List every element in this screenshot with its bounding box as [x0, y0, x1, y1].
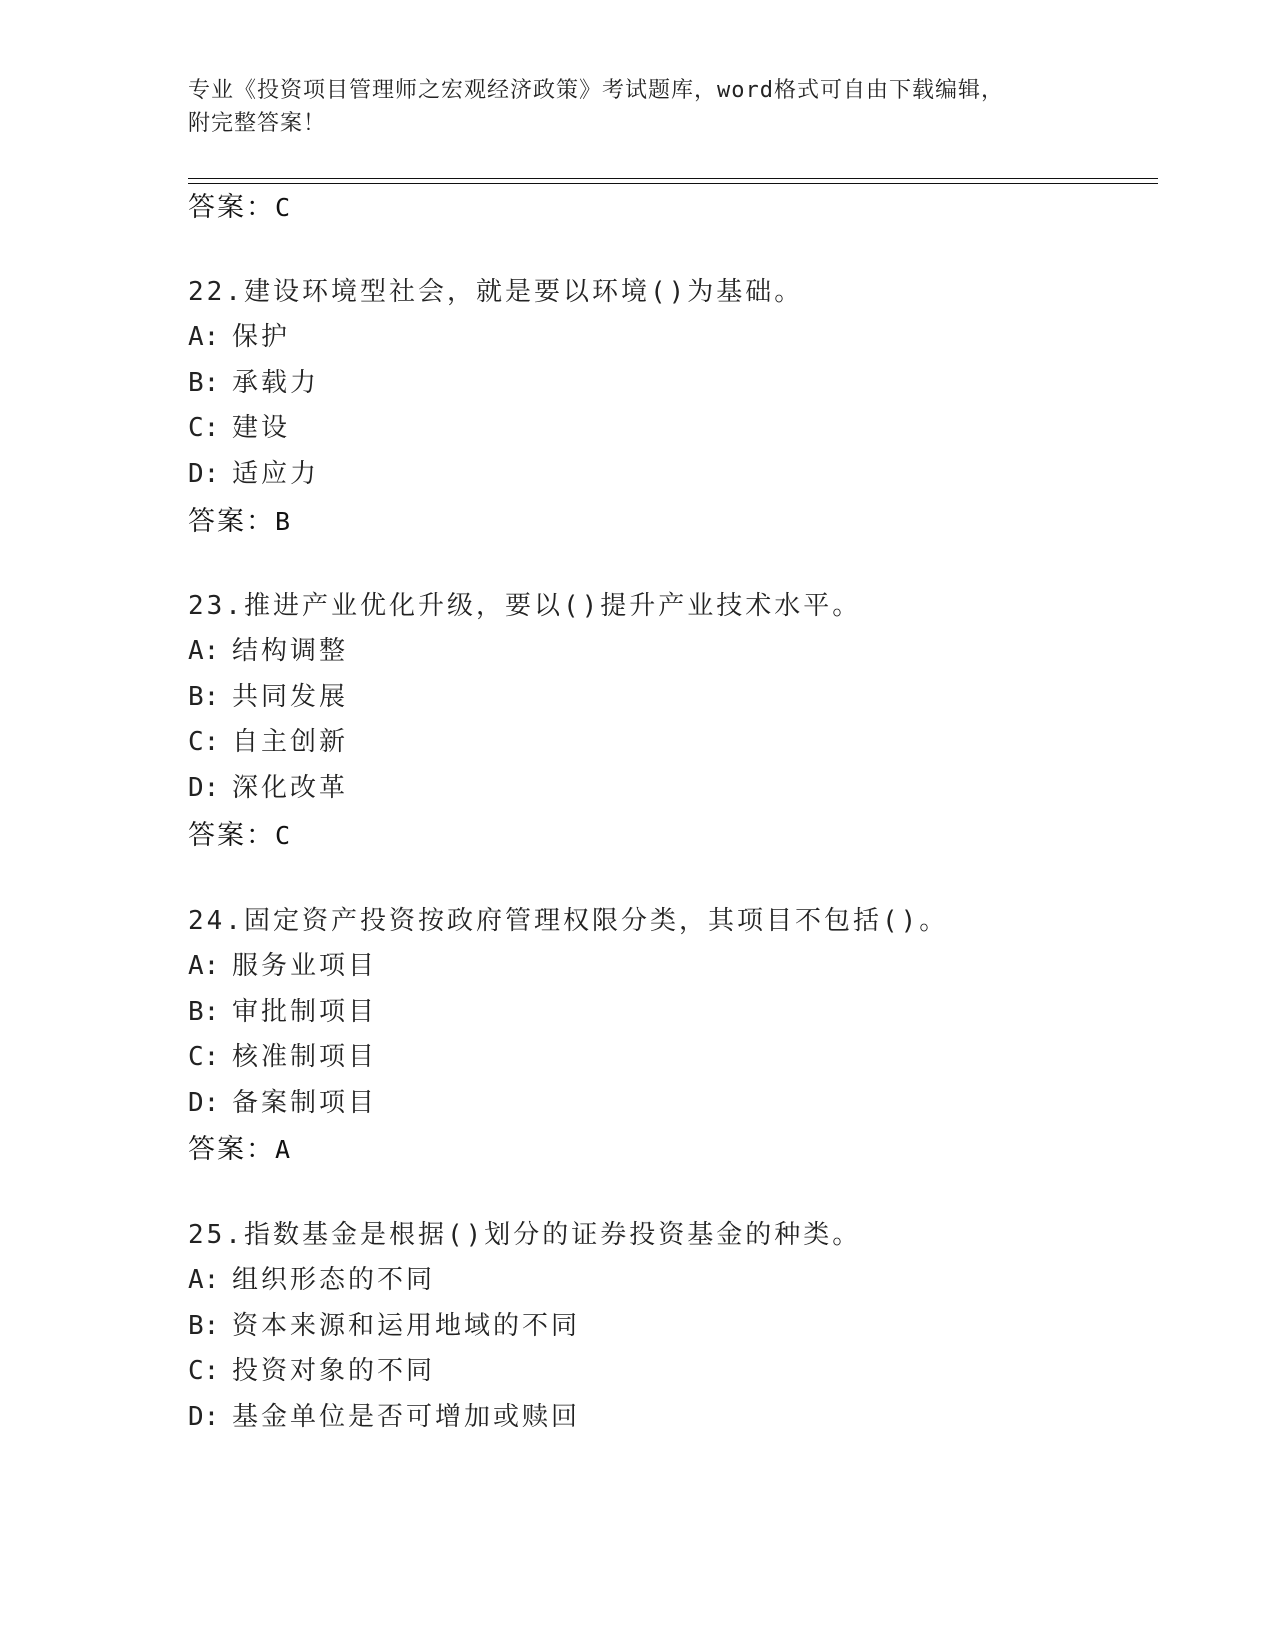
option-letter: D: [188, 1087, 220, 1118]
option-letter: C: [188, 1356, 220, 1386]
option-text: 服务业项目 [232, 951, 378, 981]
answer-line-22 [188, 504, 291, 540]
option-d [188, 770, 1188, 816]
header-divider-top [188, 178, 1158, 179]
option-letter: B: [188, 367, 220, 398]
option-letter: A: [188, 1265, 220, 1295]
option-letter: D: [188, 458, 220, 489]
option-d [188, 456, 1188, 502]
option-letter: C: [188, 413, 220, 443]
answer-label: 答案： [188, 1134, 275, 1165]
option-d [188, 1085, 1188, 1131]
option-text: 核准制项目 [232, 1042, 378, 1072]
option-letter: C: [188, 1042, 220, 1072]
option-letter: A: [188, 951, 220, 981]
option-text: 基金单位是否可增加或赎回 [232, 1401, 581, 1432]
option-c [188, 1039, 1188, 1085]
option-a [188, 1262, 1188, 1308]
option-text: 组织形态的不同 [232, 1265, 436, 1295]
option-c [188, 724, 1188, 770]
option-text: 共同发展 [232, 681, 349, 712]
option-text: 资本来源和运用地域的不同 [232, 1310, 581, 1341]
option-text: 保护 [232, 322, 291, 352]
option-c [188, 1353, 1188, 1399]
question-stem: 24.固定资产投资按政府管理权限分类，其项目不包括()。 [188, 906, 949, 936]
option-letter: D: [188, 1401, 220, 1432]
answer-line-21 [188, 190, 291, 226]
option-b [188, 679, 1188, 725]
question-stem: 25.指数基金是根据()划分的证券投资基金的种类。 [188, 1220, 862, 1250]
option-letter: B: [188, 1310, 220, 1341]
option-a [188, 633, 1188, 679]
option-text: 结构调整 [232, 636, 349, 666]
document-header [188, 74, 1088, 140]
option-letter: B: [188, 996, 220, 1027]
answer-value: A [275, 1135, 292, 1164]
option-text: 建设 [232, 413, 291, 443]
header-line-2: 附完整答案！ [188, 111, 327, 136]
option-b [188, 994, 1188, 1040]
answer-value: C [275, 821, 292, 850]
option-text: 投资对象的不同 [232, 1356, 436, 1386]
answer-label: 答案： [188, 820, 275, 851]
option-letter: D: [188, 772, 220, 803]
option-b [188, 365, 1188, 411]
option-letter: C: [188, 727, 220, 757]
option-text: 深化改革 [232, 772, 349, 803]
answer-value: C [275, 193, 292, 222]
question-22 [188, 274, 1188, 501]
question-24 [188, 903, 1188, 1130]
header-line-1: 专业《投资项目管理师之宏观经济政策》考试题库，word格式可自由下载编辑， [188, 78, 1004, 103]
option-text: 自主创新 [232, 727, 349, 757]
answer-label: 答案： [188, 192, 275, 223]
question-25 [188, 1217, 1188, 1444]
option-text: 备案制项目 [232, 1087, 378, 1118]
option-text: 审批制项目 [232, 996, 378, 1027]
answer-line-24 [188, 1132, 291, 1168]
answer-line-23 [188, 818, 291, 854]
option-d [188, 1399, 1188, 1445]
question-stem: 23.推进产业优化升级，要以()提升产业技术水平。 [188, 591, 862, 621]
answer-label: 答案： [188, 506, 275, 537]
option-letter: B: [188, 681, 220, 712]
question-stem: 22.建设环境型社会，就是要以环境()为基础。 [188, 277, 804, 307]
answer-value: B [275, 507, 292, 536]
option-text: 适应力 [232, 458, 320, 489]
option-letter: A: [188, 322, 220, 352]
option-b [188, 1308, 1188, 1354]
option-a [188, 948, 1188, 994]
question-23 [188, 588, 1188, 815]
header-divider-bottom [188, 183, 1158, 184]
option-text: 承载力 [232, 367, 320, 398]
option-letter: A: [188, 636, 220, 666]
option-c [188, 410, 1188, 456]
option-a [188, 319, 1188, 365]
